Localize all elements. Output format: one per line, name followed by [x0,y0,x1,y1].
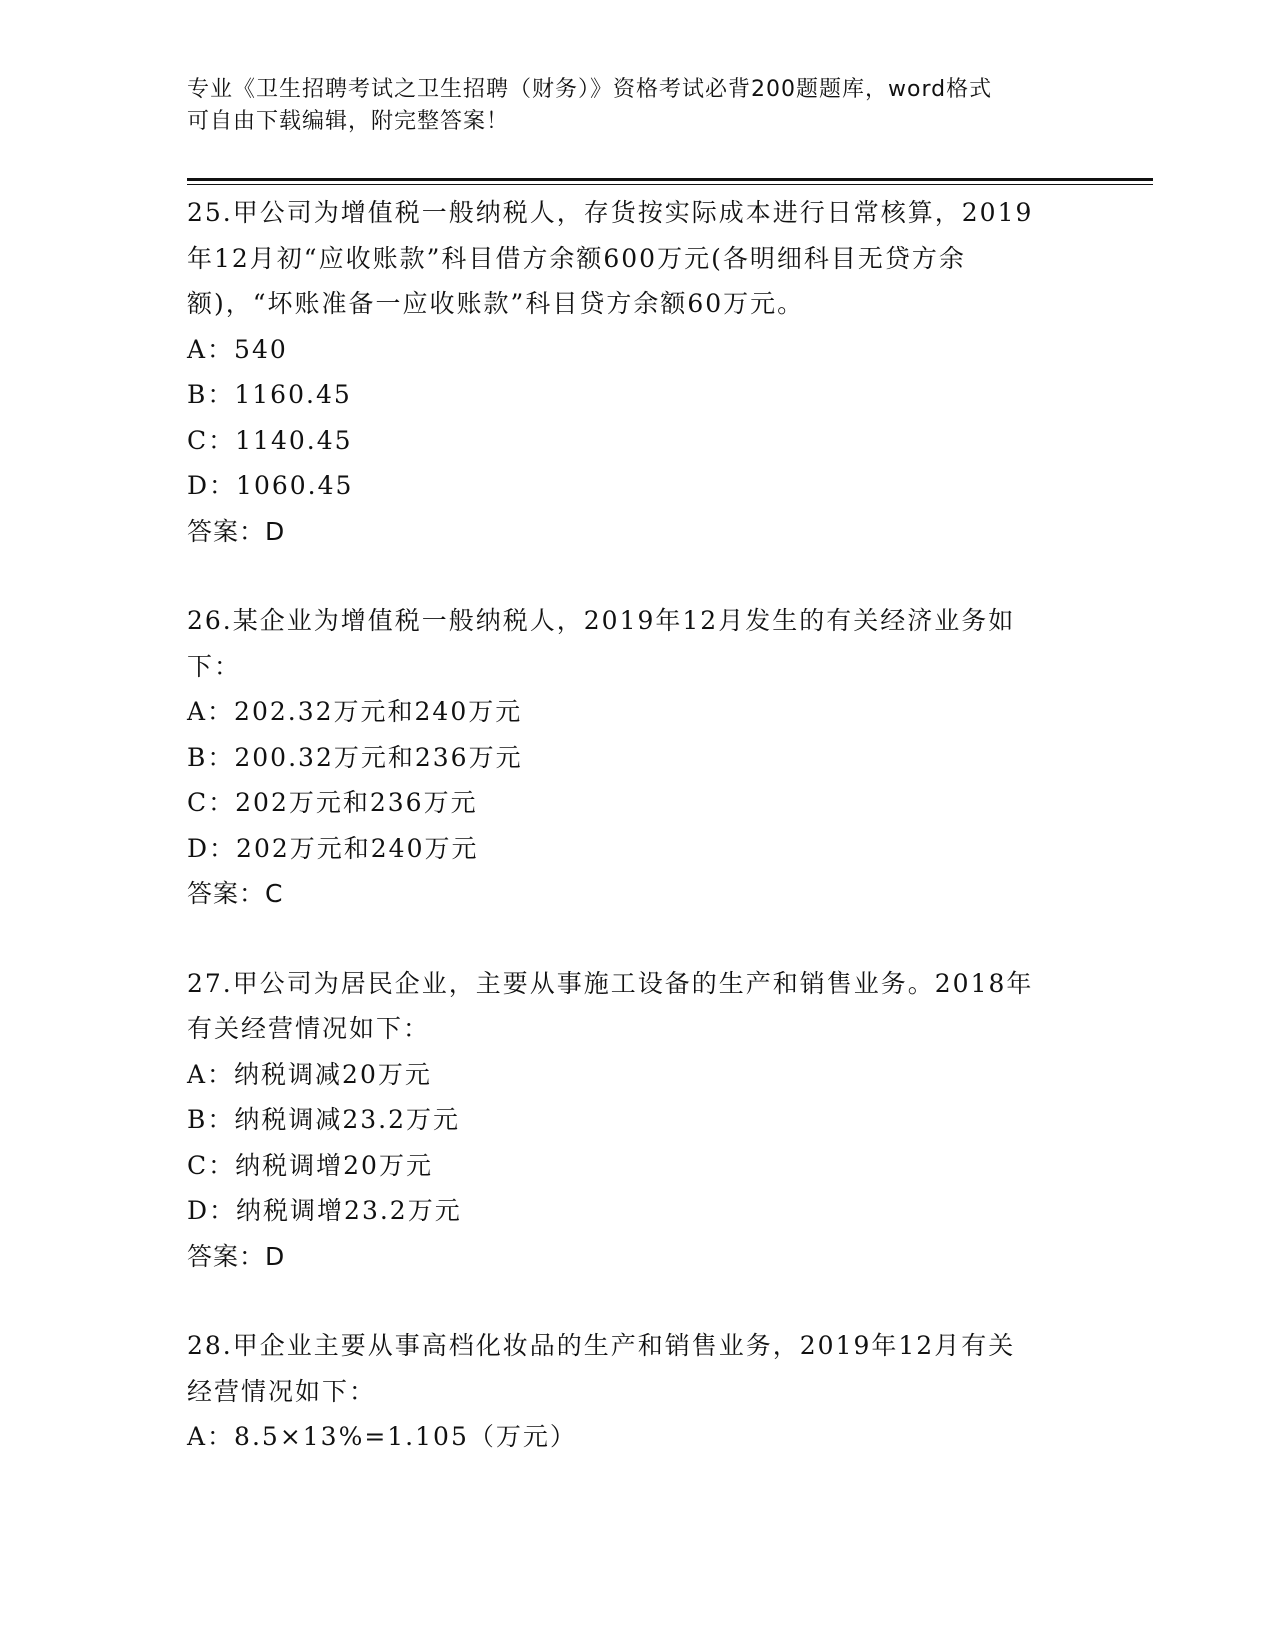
option-list [187,689,1087,871]
option-list [187,1052,1087,1234]
question-26 [187,598,1087,917]
option-b: B：200.32万元和236万元 [187,742,523,772]
option-d: D：202万元和240万元 [187,833,479,863]
answer-text: 答案：D [187,1241,286,1271]
question-line: 28.甲企业主要从事高档化妆品的生产和销售业务，2019年12月有关 [187,1331,1016,1360]
option-a: A：202.32万元和240万元 [187,697,523,726]
question-line: 25.甲公司为增值税一般纳税人，存货按实际成本进行日常核算，2019 [187,198,1034,227]
option-d: D：1060.45 [187,471,354,500]
header-divider-thick [187,178,1153,181]
question-27 [187,961,1087,1280]
answer-text: 答案：D [187,516,286,546]
question-text [187,961,1087,1052]
option-c: C：202万元和236万元 [187,788,478,817]
question-text [187,598,1087,689]
option-a: A：540 [187,334,288,364]
option-a: A：8.5×13%=1.105（万元） [187,1422,577,1451]
option-c: C：1140.45 [187,425,353,455]
option-b: B：纳税调减23.2万元 [187,1105,461,1134]
option-b: B：1160.45 [187,380,352,409]
question-line: 下： [187,651,242,681]
question-line: 经营情况如下： [187,1376,377,1406]
question-28 [187,1323,1087,1460]
header-divider-thin [187,184,1153,185]
question-line: 27.甲公司为居民企业，主要从事施工设备的生产和销售业务。2018年 [187,968,1034,998]
question-text [187,190,1087,327]
document-header [187,74,1067,138]
question-line: 26.某企业为增值税一般纳税人，2019年12月发生的有关经济业务如 [187,606,1016,635]
question-25 [187,190,1087,554]
option-a: A：纳税调减20万元 [187,1059,432,1089]
option-list [187,1414,1087,1460]
answer-text: 答案：C [187,879,284,908]
question-line: 有关经营情况如下： [187,1014,431,1043]
question-line: 额)，“坏账准备一应收账款”科目贷方余额60万元。 [187,289,805,318]
option-list [187,327,1087,509]
question-list [187,190,1087,1504]
option-d: D：纳税调增23.2万元 [187,1196,462,1225]
question-text [187,1323,1087,1414]
header-line-1: 专业《卫生招聘考试之卫生招聘（财务）》资格考试必背200题题库，word格式 [187,77,993,102]
question-line: 年12月初“应收账款”科目借方余额600万元(各明细科目无贷方余 [187,243,966,273]
option-c: C：纳税调增20万元 [187,1150,433,1180]
header-line-2: 可自由下载编辑，附完整答案！ [187,109,510,134]
